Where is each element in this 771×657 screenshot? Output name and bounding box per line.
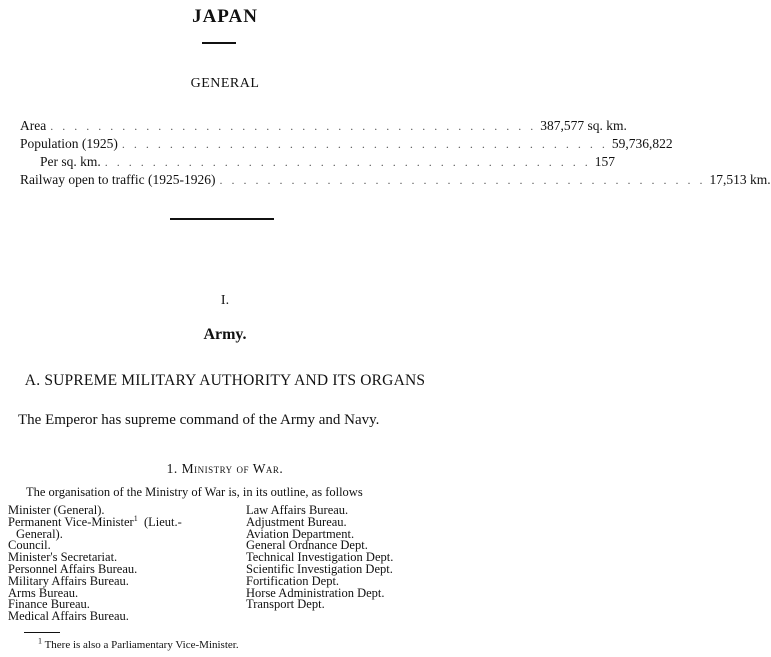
part-title: Army. <box>203 326 247 343</box>
ministry-intro: The organisation of the Ministry of War is, in its outline, as follows <box>26 485 363 499</box>
ministry-heading: 1. Ministry of War. <box>166 461 284 476</box>
stat-value: 387,577 sq. km. <box>540 118 627 133</box>
stat-row-density <box>20 154 615 172</box>
list-item: Council. <box>8 538 51 553</box>
stat-value: 157 <box>594 154 615 169</box>
footnote-text: There is also a Parliamentary Vice-Minister. <box>44 639 239 651</box>
footnote-marker: 1 <box>133 513 138 523</box>
leader-dots: . . . . . . . . . . . . . . . . . . . . . . . . . . . . . . . . . . . . . . . . . <box>50 119 537 133</box>
stat-row-population <box>20 136 673 154</box>
list-item: Fortification Dept. <box>246 573 340 588</box>
leader-dots: . . . . . . . . . . . . . . . . . . . . . . . . . . . . . . . . . . . . . . . . . <box>219 173 706 187</box>
list-item: General Ordnance Dept. <box>246 538 368 553</box>
list-item: Arms Bureau. <box>8 585 79 600</box>
list-item-text: (Lieut.- <box>143 514 182 529</box>
section-a-text: The Emperor has supreme command of the Army and Navy. <box>18 412 380 428</box>
stat-row-railway <box>20 172 771 190</box>
stat-label: Per sq. km. <box>40 154 101 169</box>
list-item: Technical Investigation Dept. <box>246 550 394 565</box>
list-item: Personnel Affairs Bureau. <box>8 561 138 576</box>
list-item: Minister's Secretariat. <box>8 550 118 565</box>
list-item: Finance Bureau. <box>8 597 90 612</box>
list-item: Minister (General). <box>8 503 105 517</box>
list-item-text: Permanent Vice-Minister <box>8 514 134 529</box>
list-item: Military Affairs Bureau. <box>8 573 129 588</box>
section-divider <box>170 218 274 220</box>
leader-dots: . . . . . . . . . . . . . . . . . . . . . . . . . . . . . . . . . . . . . . . . . <box>121 137 608 151</box>
stat-row-area <box>20 118 627 136</box>
section-a-heading: A. SUPREME MILITARY AUTHORITY AND ITS ORGANS <box>24 372 426 389</box>
title-divider <box>202 42 236 44</box>
list-item: Horse Administration Dept. <box>246 585 385 600</box>
list-item: General). <box>16 526 63 541</box>
page-title: JAPAN <box>192 6 258 27</box>
general-heading: GENERAL <box>190 76 260 91</box>
stat-label: Population (1925) <box>20 136 118 151</box>
list-item: Law Affairs Bureau. <box>246 503 349 517</box>
list-item: Transport Dept. <box>246 597 325 612</box>
stat-label: Area <box>20 118 47 133</box>
part-numeral: I. <box>220 293 230 308</box>
list-item: Adjustment Bureau. <box>246 514 347 529</box>
stat-label: Railway open to traffic (1925-1926) <box>20 172 216 187</box>
ministry-left-column <box>8 505 218 623</box>
list-item: Medical Affairs Bureau. <box>8 609 129 624</box>
stat-value: 59,736,822 <box>611 136 673 151</box>
footnote <box>38 636 239 651</box>
footnote-marker: 1 <box>38 636 42 646</box>
footnote-rule <box>24 632 60 633</box>
list-item: Scientific Investigation Dept. <box>246 561 393 576</box>
leader-dots: . . . . . . . . . . . . . . . . . . . . . . . . . . . . . . . . . . . . . . . . . <box>104 155 591 169</box>
stat-value: 17,513 km. <box>709 172 771 187</box>
list-item: Aviation Department. <box>246 526 355 541</box>
ministry-right-column <box>246 505 446 611</box>
